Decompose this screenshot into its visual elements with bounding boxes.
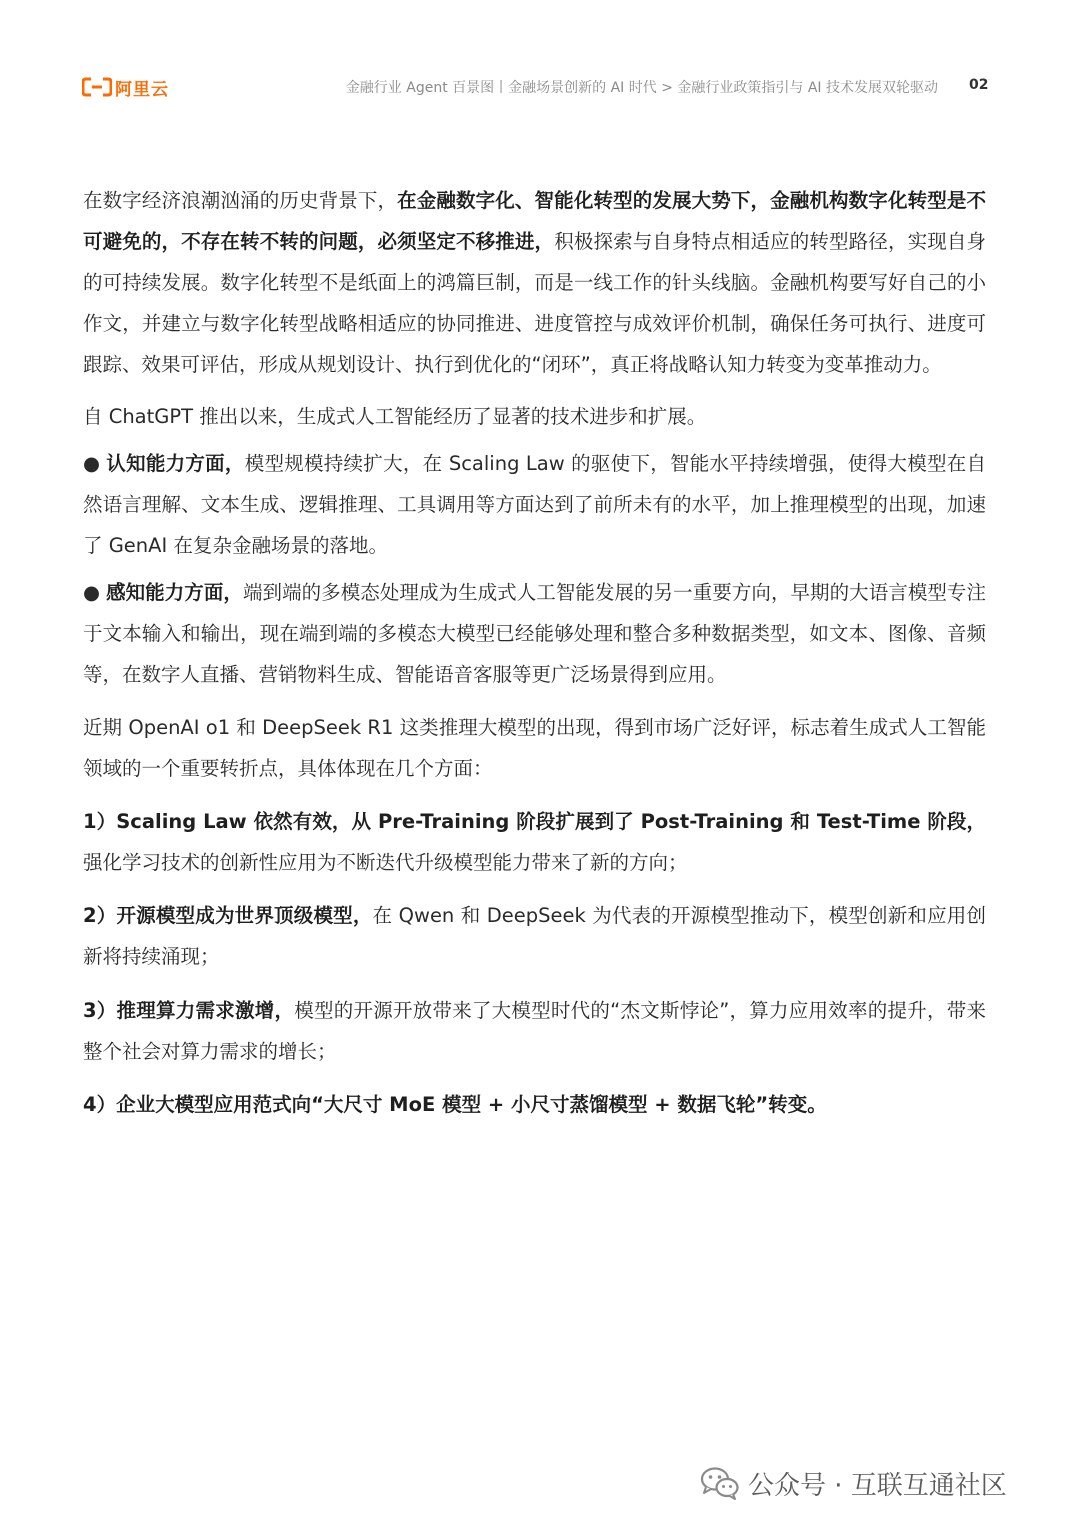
intro-paragraph: 在数字经济浪潮汹涌的历史背景下，在金融数字化、智能化转型的发展大势下，金融机构数字化转型是不可避免的，不存在转不转的问题，必须坚定不移推进，积极探索与自身特点相适应的转型路径，实现自身的可持续发展。数字化转型不是纸面上的鸿篇巨制，而是一线工作的针头线脑。金融机构要写好自己的小作文，并建立与数字化转型战略相适应的协同推进、进度管控与成效评价机制，确保任务可执行、进度可跟踪、效果可评估，形成从规划设计、执行到优化的“闭环”，真正将战略认知力转变为变革推动力。 bbox=[83, 189, 986, 376]
page-header bbox=[0, 0, 1080, 120]
aliyun-logo bbox=[82, 75, 169, 99]
page-number: 02 bbox=[969, 77, 989, 93]
point-3: 3）推理算力需求激增，模型的开源开放带来了大模型时代的“杰文斯悖论”，算力应用效率的提升，带来整个社会对算力需求的增长； bbox=[83, 999, 986, 1063]
aliyun-logo-icon bbox=[82, 77, 112, 97]
point-1: 1）Scaling Law 依然有效，从 Pre-Training 阶段扩展到了 Post-Training 和 Test-Time 阶段，强化学习技术的创新性应用为不断迭代升级模型能力带来了新的方向； bbox=[83, 810, 986, 874]
wechat-icon bbox=[700, 1466, 740, 1500]
chatgpt-paragraph: 自 ChatGPT 推出以来，生成式人工智能经历了显著的技术进步和扩展。 bbox=[83, 405, 707, 428]
bullet-cognitive: ● 认知能力方面，模型规模持续扩大，在 Scaling Law 的驱使下，智能水平持续增强，使得大模型在自然语言理解、文本生成、逻辑推理、工具调用等方面达到了前所未有的水平，加上推理模型的出现，加速了 GenAI 在复杂金融场景的落地。 bbox=[83, 452, 987, 557]
breadcrumb: 金融行业 Agent 百景图丨金融场景创新的 AI 时代 > 金融行业政策指引与 AI 技术发展双轮驱动 bbox=[345, 80, 938, 96]
logo-text: 阿里云 bbox=[115, 79, 169, 100]
point-2: 2）开源模型成为世界顶级模型，在 Qwen 和 DeepSeek 为代表的开源模型推动下，模型创新和应用创新将持续涌现； bbox=[83, 904, 986, 968]
document-body bbox=[83, 180, 986, 1125]
reasoning-models-paragraph: 近期 OpenAI o1 和 DeepSeek R1 这类推理大模型的出现，得到市场广泛好评，标志着生成式人工智能领域的一个重要转折点，具体体现在几个方面： bbox=[83, 716, 986, 780]
wechat-watermark bbox=[700, 1463, 1007, 1503]
watermark-text: 公众号 · 互联互通社区 bbox=[748, 1470, 1007, 1501]
intro-emphasis: 在金融数字化、智能化转型的发展大势下，金融机构数字化转型是不可避免的，不存在转不转的问题，必须坚定不移推进， bbox=[83, 189, 986, 253]
point-4: 4）企业大模型应用范式向“大尺寸 MoE 模型 + 小尺寸蒸馏模型 + 数据飞轮”转变。 bbox=[83, 1093, 827, 1116]
bullet-perception: ● 感知能力方面，端到端的多模态处理成为生成式人工智能发展的另一重要方向，早期的大语言模型专注于文本输入和输出，现在端到端的多模态大模型已经能够处理和整合多种数据类型，如文本、图像、音频等，在数字人直播、营销物料生成、智能语音客服等更广泛场景得到应用。 bbox=[83, 581, 986, 686]
bullet-icon: ● bbox=[83, 581, 101, 604]
bullet-icon: ● bbox=[83, 452, 101, 475]
